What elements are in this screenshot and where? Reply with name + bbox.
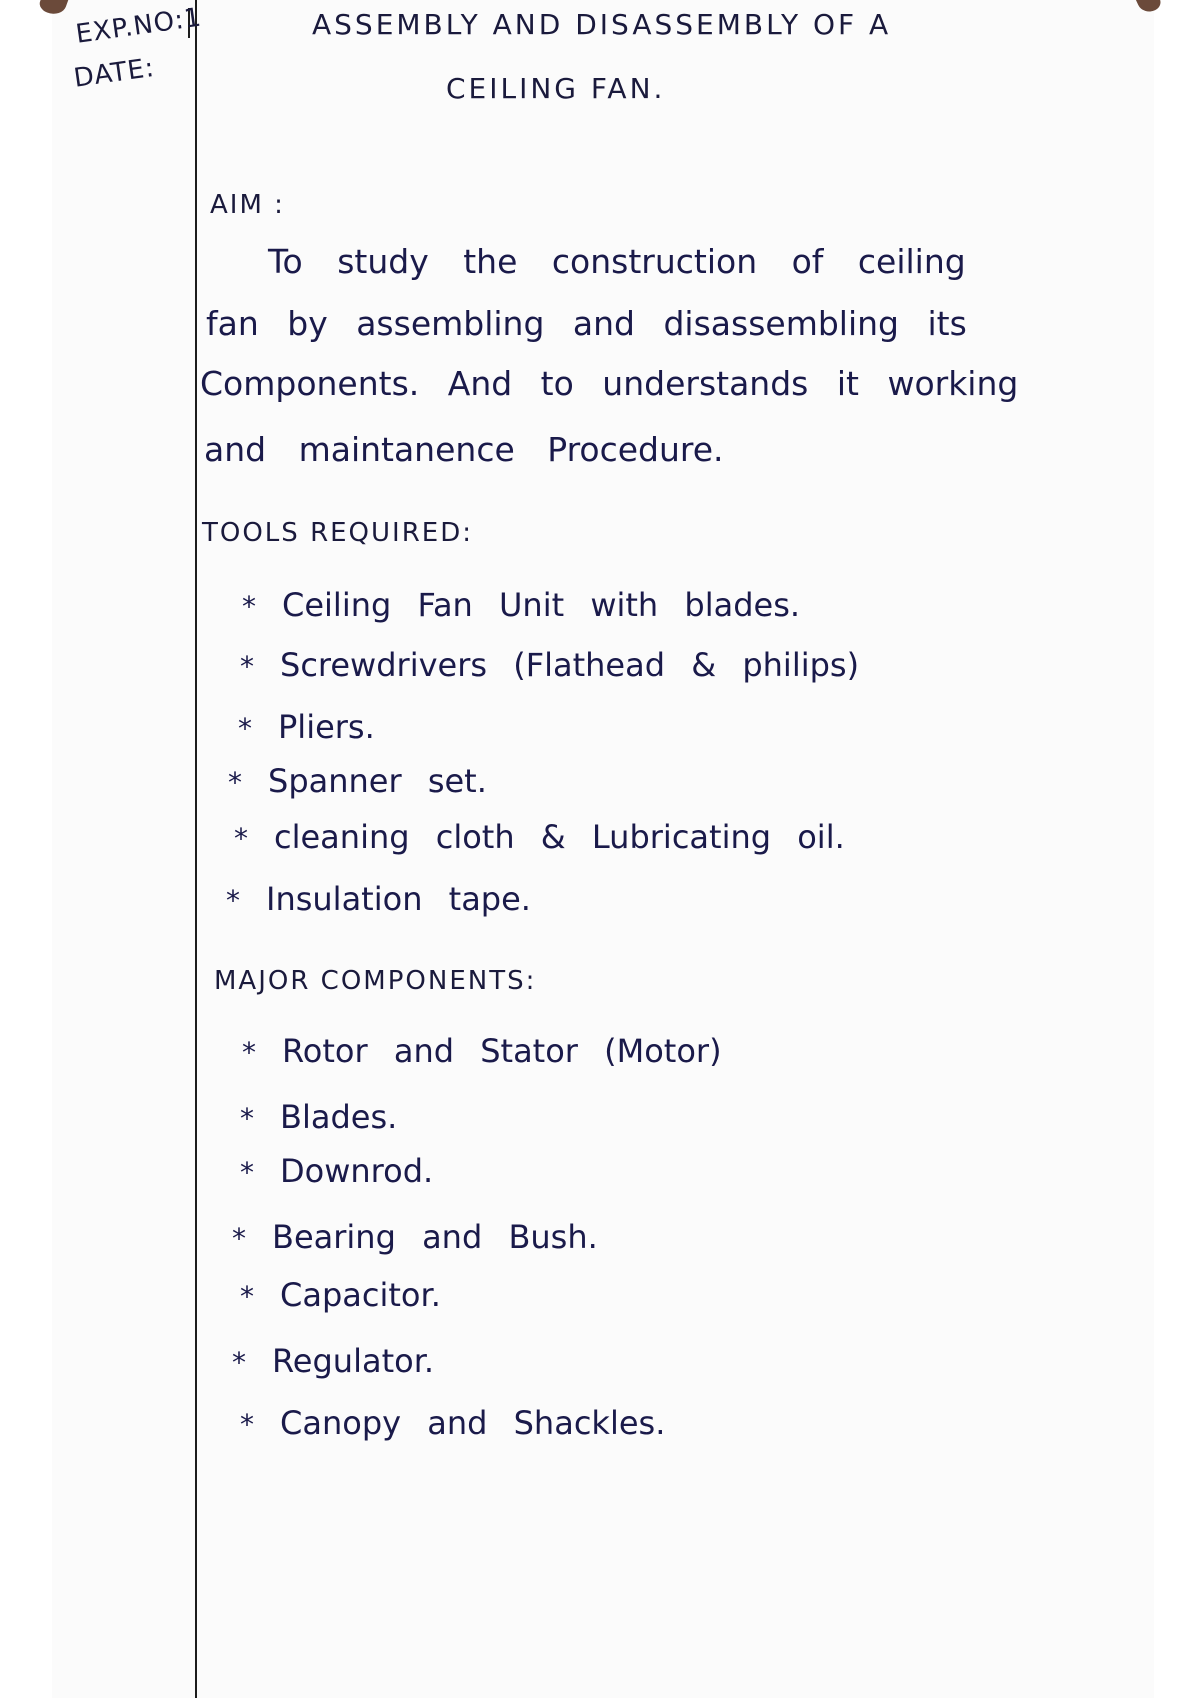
tool-item (240, 646, 859, 684)
tool-item (234, 818, 845, 856)
bullet-star-icon: * (232, 1346, 246, 1379)
bullet-star-icon: * (242, 590, 256, 623)
component-item-text: Canopy and Shackles. (280, 1404, 666, 1442)
tool-item (228, 762, 487, 800)
aim-heading: AIM : (210, 190, 285, 220)
margin-line (195, 0, 197, 1698)
bullet-star-icon: * (228, 766, 242, 799)
tool-item-text: Spanner set. (268, 762, 487, 800)
page-title-line-1: ASSEMBLY AND DISASSEMBLY OF A (312, 8, 892, 41)
component-item (232, 1218, 598, 1256)
page-edge-right (1154, 0, 1200, 1698)
component-item (242, 1032, 722, 1070)
component-item-text: Downrod. (280, 1152, 434, 1190)
component-item-text: Regulator. (272, 1342, 435, 1380)
components-heading: MAJOR COMPONENTS: (214, 966, 537, 996)
component-item-text: Blades. (280, 1098, 398, 1136)
date-label: DATE: (71, 52, 157, 94)
tool-item (226, 880, 531, 918)
tool-item (238, 708, 375, 746)
tool-item-text: Insulation tape. (266, 880, 531, 918)
bullet-star-icon: * (226, 884, 240, 917)
bullet-star-icon: * (242, 1036, 256, 1069)
aim-line: To study the construction of ceiling (268, 242, 966, 281)
component-item (232, 1342, 434, 1380)
aim-line: and maintanence Procedure. (204, 430, 724, 469)
component-item (240, 1276, 441, 1314)
exp-no: EXP.NO:1 (73, 2, 204, 50)
bullet-star-icon: * (234, 822, 248, 855)
bullet-star-icon: * (232, 1222, 246, 1255)
bullet-star-icon: * (240, 1280, 254, 1313)
component-item (240, 1098, 397, 1136)
tool-item-text: Pliers. (278, 708, 375, 746)
component-item-text: Rotor and Stator (Motor) (282, 1032, 722, 1070)
tools-heading: TOOLS REQUIRED: (202, 518, 473, 548)
component-item (240, 1404, 665, 1442)
page-edge-left (0, 0, 52, 1698)
bullet-star-icon: * (240, 1408, 254, 1441)
tool-item (242, 586, 800, 624)
tool-item-text: Screwdrivers (Flathead & philips) (280, 646, 860, 684)
component-item (240, 1152, 433, 1190)
bullet-star-icon: * (240, 1156, 254, 1189)
aim-line: Components. And to understands it working (200, 364, 1019, 403)
bullet-star-icon: * (240, 1102, 254, 1135)
bullet-star-icon: * (238, 712, 252, 745)
tool-item-text: cleaning cloth & Lubricating oil. (274, 818, 845, 856)
component-item-text: Capacitor. (280, 1276, 441, 1314)
page-title-line-2: CEILING FAN. (446, 72, 666, 105)
aim-line: fan by assembling and disassembling its (206, 304, 967, 343)
component-item-text: Bearing and Bush. (272, 1218, 598, 1256)
bullet-star-icon: * (240, 650, 254, 683)
tool-item-text: Ceiling Fan Unit with blades. (282, 586, 801, 624)
